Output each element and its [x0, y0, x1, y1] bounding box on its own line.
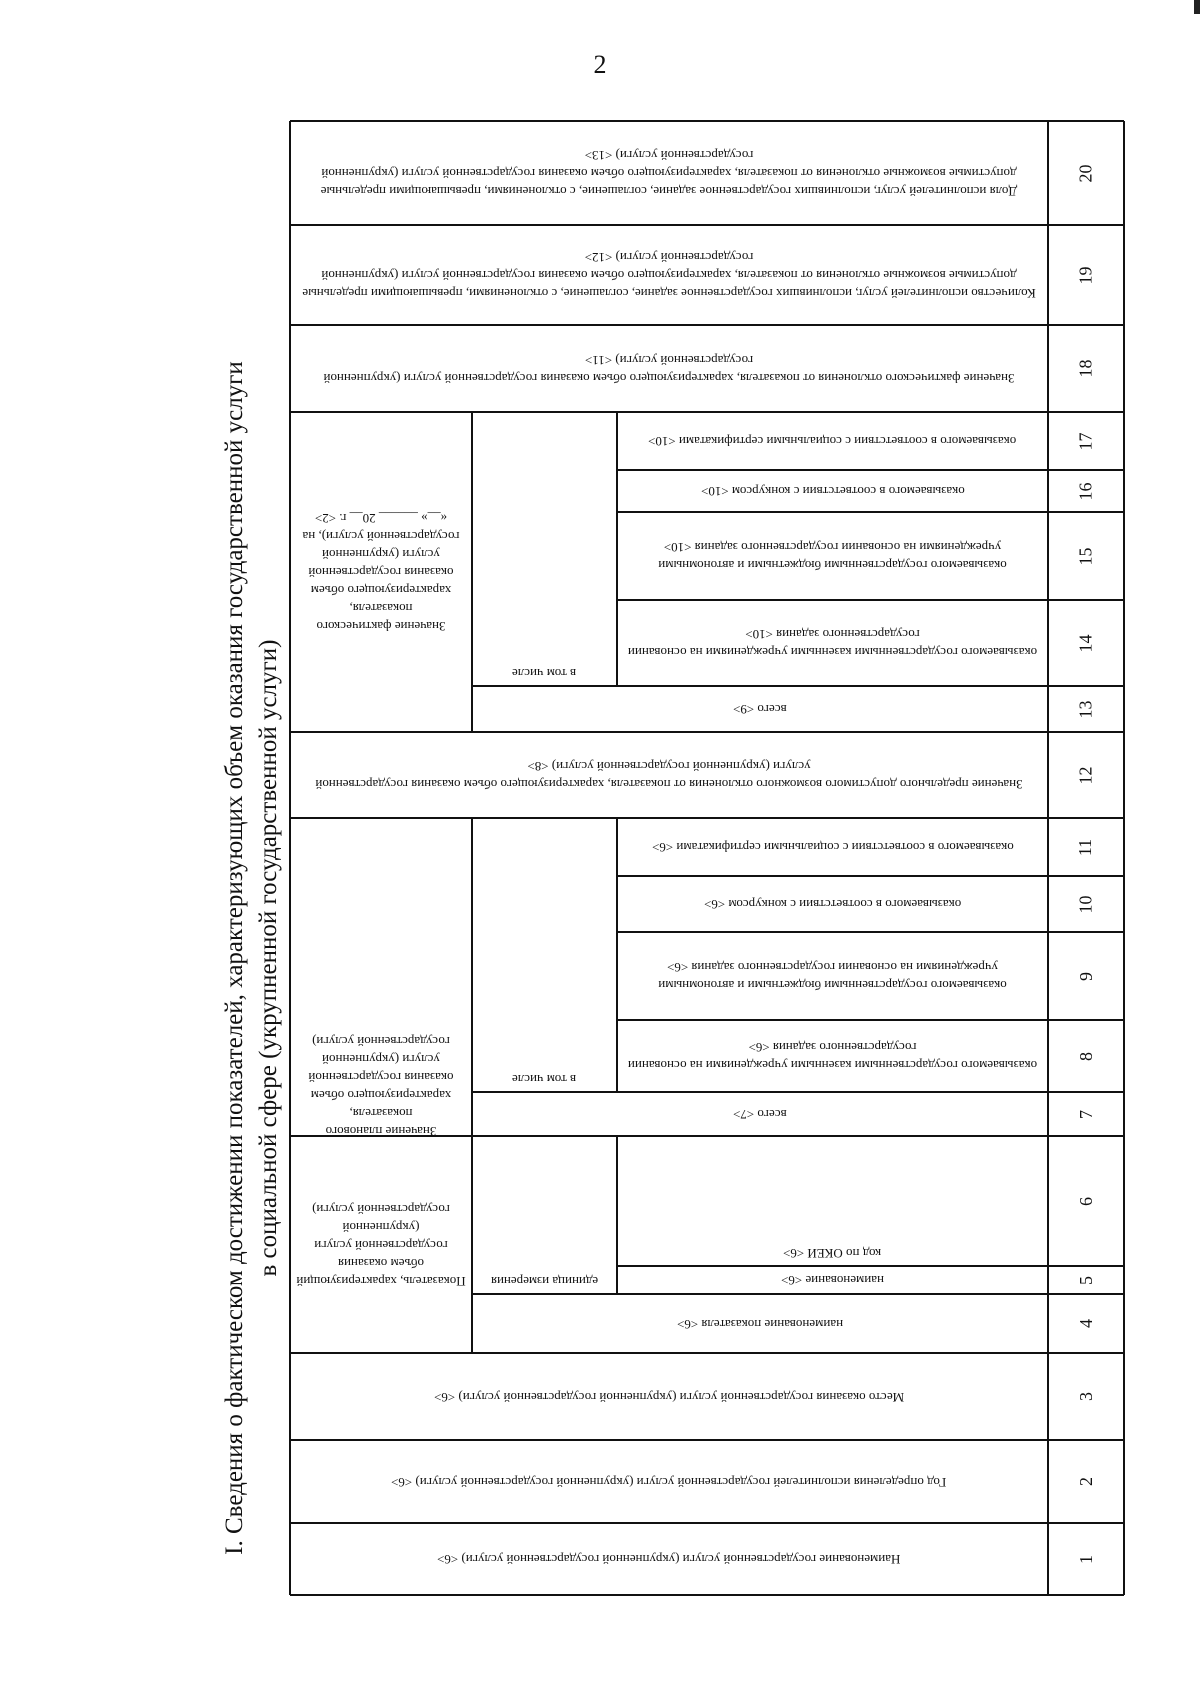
- column-number-17-text: 17: [1075, 432, 1096, 450]
- column-number-10-text: 10: [1075, 895, 1096, 913]
- header-col-19: [292, 227, 1046, 323]
- header-indicator-group-text: Показатель, характеризующий объем оказания государственной услуги (укрупненной государственной услуги): [296, 1201, 466, 1289]
- header-planned-group-text: Значение планового показателя, характеризующего объем оказания государственной услуги (укрупненной государственной услуги): [308, 1033, 454, 1139]
- header-col-19-text: Количество исполнителей услуг, исполнивших государственное задание, соглашение, с отклонениями, превышающими предельные допустимые возможные отклонения от показателя, характеризующего объем оказания государственной услуги (укрупненной государственной услуги) <12>: [302, 250, 1036, 301]
- column-number-17: [1050, 414, 1122, 468]
- column-number-2-text: 2: [1075, 1477, 1096, 1486]
- header-col-14-text: оказываемого государственными казенными учреждениями на основании государственного задания <10>: [627, 627, 1038, 660]
- header-including-planned-text: в том числе: [512, 1072, 577, 1087]
- column-number-9-text: 9: [1075, 971, 1096, 981]
- header-col-17-text: оказываемого в соответствии с социальными сертификатами <10>: [648, 434, 1017, 449]
- column-number-6-text: 6: [1075, 1196, 1096, 1206]
- scan-edge-mark: [1194, 0, 1200, 14]
- header-col-6: [619, 1138, 1046, 1264]
- column-number-12-text: 12: [1075, 766, 1096, 784]
- column-number-11-text: 11: [1075, 838, 1096, 856]
- header-col-4-text: наименование показателя <6>: [676, 1316, 844, 1332]
- column-number-7: [1050, 1094, 1122, 1134]
- header-col-11-text: оказываемого в соответствии с социальными сертификатами <6>: [651, 840, 1014, 855]
- column-number-16-text: 16: [1075, 482, 1096, 500]
- header-col-18-text: Значение фактического отклонения от показателя, характеризующего объем оказания государственной услуги (укрупненной государственной услуги) <11>: [323, 352, 1015, 386]
- header-col-20: [292, 123, 1046, 223]
- header-col-10: [619, 878, 1046, 930]
- column-number-7-text: 7: [1075, 1109, 1096, 1119]
- column-number-5-text: 5: [1075, 1275, 1096, 1285]
- column-number-11: [1050, 820, 1122, 874]
- header-col-16-text: оказываемого в соответствии с конкурсом <10>: [700, 484, 965, 499]
- header-col-18: [292, 327, 1046, 410]
- header-col-1-text: Наименование государственной услуги (укрупненной государственной услуги) <6>: [437, 1552, 901, 1567]
- header-col-3: [292, 1355, 1046, 1438]
- header-col-7-text: всего <7>: [733, 1107, 787, 1122]
- header-unit-group-text: единица измерения: [490, 1274, 599, 1289]
- header-col-12: [292, 734, 1046, 816]
- column-number-19-text: 19: [1075, 266, 1096, 284]
- header-col-3-text: Место оказания государственной услуги (укрупненной государственной услуги) <6>: [433, 1389, 905, 1405]
- header-col-5: [619, 1268, 1046, 1292]
- column-number-20: [1050, 123, 1122, 223]
- header-actual-group-text: Значение фактического показателя, характеризующего объем оказания государственной услуги (укрупненной государственной услуги), на «__» ______ 20__ г. <2>: [302, 511, 460, 634]
- header-col-1: [292, 1525, 1046, 1593]
- header-including-actual-text: в том числе: [512, 666, 577, 681]
- header-col-9: [619, 934, 1046, 1018]
- column-number-13-text: 13: [1075, 700, 1096, 718]
- header-col-11: [619, 820, 1046, 874]
- column-number-18: [1050, 327, 1122, 410]
- column-number-6: [1050, 1138, 1122, 1264]
- column-number-10: [1050, 878, 1122, 930]
- header-col-2-text: Год определения исполнителей государственной услуги (укрупненной государственной услуги) <6>: [391, 1474, 947, 1490]
- column-number-19: [1050, 227, 1122, 323]
- header-col-17: [619, 414, 1046, 468]
- column-number-14: [1050, 602, 1122, 684]
- page-number: 2: [593, 50, 607, 79]
- column-number-13: [1050, 688, 1122, 730]
- column-number-1-text: 1: [1075, 1554, 1096, 1564]
- header-col-15: [619, 514, 1046, 598]
- header-col-5-text: наименование <6>: [781, 1273, 884, 1288]
- column-number-8: [1050, 1022, 1122, 1090]
- header-col-15-text: оказываемого государственными бюджетными и автономными учреждениями на основании государственного задания <10>: [658, 540, 1007, 573]
- header-including-planned: [474, 820, 615, 1090]
- header-col-12-text: Значение предельного допустимого возможного отклонения от показателя, характеризующего объем оказания государственной услуги (укрупненной государственной услуги) <8>: [315, 759, 1023, 792]
- header-col-13-text: всего <9>: [733, 702, 787, 717]
- column-number-4: [1050, 1296, 1122, 1351]
- header-col-9-text: оказываемого государственными бюджетными и автономными учреждениями на основании государственного задания <6>: [658, 960, 1007, 993]
- column-number-16: [1050, 472, 1122, 510]
- header-col-10-text: оказываемого в соответствии с конкурсом <6>: [703, 897, 962, 912]
- column-number-8-text: 8: [1075, 1051, 1096, 1061]
- column-number-2: [1050, 1442, 1122, 1521]
- column-number-1: [1050, 1525, 1122, 1593]
- header-col-2: [292, 1442, 1046, 1521]
- header-actual-group: [292, 414, 470, 730]
- column-number-9: [1050, 934, 1122, 1018]
- column-number-3-text: 3: [1075, 1392, 1096, 1401]
- column-number-5: [1050, 1268, 1122, 1292]
- column-number-12: [1050, 734, 1122, 816]
- header-col-14: [619, 602, 1046, 684]
- header-col-7: [474, 1094, 1046, 1134]
- header-col-4: [474, 1296, 1046, 1351]
- column-number-14-text: 14: [1075, 634, 1096, 652]
- section-title-line-1: I. Сведения о фактическом достижении показателей, характеризующих объем оказания государственной услуги: [221, 361, 248, 1555]
- section-title-line-2: в социальной сфере (укрупненной государственной услуги): [255, 639, 282, 1277]
- header-col-13: [474, 688, 1046, 730]
- column-number-18-text: 18: [1075, 359, 1096, 378]
- header-unit-group: [474, 1138, 615, 1292]
- header-indicator-group: [292, 1138, 470, 1351]
- header-col-6-text: код по ОКЕИ <6>: [783, 1246, 882, 1261]
- column-number-20-text: 20: [1075, 164, 1096, 182]
- header-col-8: [619, 1022, 1046, 1090]
- column-number-4-text: 4: [1075, 1319, 1096, 1328]
- header-col-16: [619, 472, 1046, 510]
- header-including-actual: [474, 414, 615, 684]
- column-number-3: [1050, 1355, 1122, 1438]
- column-number-15-text: 15: [1075, 547, 1096, 565]
- header-col-8-text: оказываемого государственными казенными учреждениями на основании государственного задания <6>: [627, 1040, 1038, 1073]
- header-col-20-text: Доля исполнителей услуг, исполнивших государственное задание, соглашение, с отклонениями, превышающими предельные допустимые возможные отклонения от показателя, характеризующего объем оказания государственной услуги (укрупненной государственной услуги) <13>: [320, 148, 1018, 199]
- column-number-15: [1050, 514, 1122, 598]
